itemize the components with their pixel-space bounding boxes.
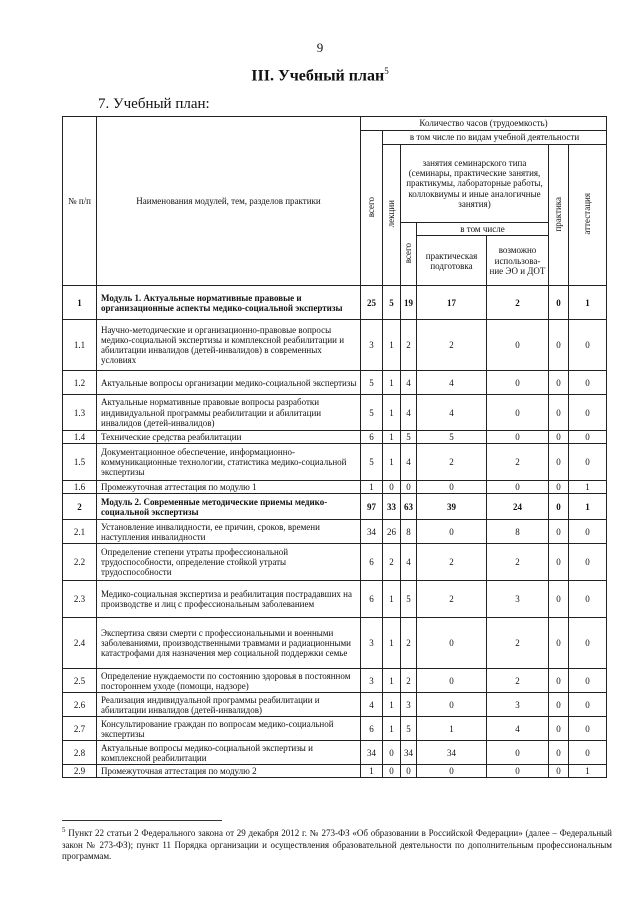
table-row — [63, 320, 607, 371]
table-row — [63, 581, 607, 618]
cell-num: 2.2 — [63, 544, 97, 581]
cell-eo: 3 — [487, 581, 549, 618]
cell-practical: 1 — [417, 717, 487, 741]
header-num: № п/п — [63, 117, 97, 286]
table-row — [63, 765, 607, 778]
cell-name: Научно-методические и организационно-правовые вопросы медико-социальной экспертизы и комплексной реабилитации и абилитации инвалидов (детей-инвалидов) в современных условиях — [97, 320, 361, 371]
cell-total: 3 — [361, 320, 383, 371]
cell-name: Установление инвалидности, ее причин, сроков, времени наступления инвалидности — [97, 520, 361, 544]
table-row — [63, 618, 607, 669]
cell-name: Технические средства реабилитации — [97, 431, 361, 444]
cell-eo: 0 — [487, 741, 549, 765]
cell-name: Актуальные вопросы медико-социальной экспертизы и комплексной реабилитации — [97, 741, 361, 765]
cell-name: Промежуточная аттестация по модулю 1 — [97, 481, 361, 494]
cell-attestation: 0 — [569, 544, 607, 581]
cell-num: 2.7 — [63, 717, 97, 741]
cell-total: 4 — [361, 693, 383, 717]
table-row — [63, 520, 607, 544]
table-row — [63, 431, 607, 444]
cell-total: 25 — [361, 286, 383, 320]
cell-num: 2.1 — [63, 520, 97, 544]
cell-practice: 0 — [549, 494, 569, 520]
cell-total: 6 — [361, 717, 383, 741]
cell-seminar-total: 0 — [401, 765, 417, 778]
cell-seminar-total: 5 — [401, 431, 417, 444]
cell-total: 5 — [361, 371, 383, 395]
cell-lectures: 1 — [383, 395, 401, 431]
cell-practice: 0 — [549, 741, 569, 765]
cell-lectures: 26 — [383, 520, 401, 544]
cell-practice: 0 — [549, 717, 569, 741]
cell-lectures: 1 — [383, 444, 401, 481]
cell-name: Актуальные нормативные правовые вопросы разработки индивидуальной программы реабилитации и абилитации инвалидов (детей-инвалидов) — [97, 395, 361, 431]
cell-seminar-total: 8 — [401, 520, 417, 544]
header-lectures-text: лекции — [386, 200, 397, 228]
header-attestation-text: аттестация — [582, 193, 593, 235]
cell-practical: 17 — [417, 286, 487, 320]
header-lectures — [383, 145, 401, 286]
table-row — [63, 481, 607, 494]
footnote-marker: 5 — [62, 826, 66, 834]
cell-lectures: 1 — [383, 581, 401, 618]
table-row — [63, 717, 607, 741]
cell-practical: 34 — [417, 741, 487, 765]
cell-seminar-total: 5 — [401, 717, 417, 741]
table-row — [63, 669, 607, 693]
cell-practice: 0 — [549, 544, 569, 581]
cell-eo: 0 — [487, 765, 549, 778]
cell-num: 2.6 — [63, 693, 97, 717]
cell-practice: 0 — [549, 581, 569, 618]
cell-num: 1.4 — [63, 431, 97, 444]
cell-practical: 4 — [417, 371, 487, 395]
table-caption: 7. Учебный план: — [98, 96, 210, 112]
cell-num: 1.5 — [63, 444, 97, 481]
header-practice-text: практика — [553, 196, 564, 232]
cell-seminar-total: 5 — [401, 581, 417, 618]
cell-attestation: 0 — [569, 741, 607, 765]
cell-practical: 39 — [417, 494, 487, 520]
cell-lectures: 2 — [383, 544, 401, 581]
cell-practical: 0 — [417, 669, 487, 693]
cell-seminar-total: 4 — [401, 395, 417, 431]
cell-name: Определение нуждаемости по состоянию здоровья в постоянном постороннем уходе (помощи, надзоре) — [97, 669, 361, 693]
header-including: в том числе — [417, 223, 549, 236]
header-by-activity: в том числе по видам учебной деятельности — [383, 131, 607, 145]
cell-name: Документационное обеспечение, информационно-коммуникационные технологии, статистика медико-социальной экспертизы — [97, 444, 361, 481]
cell-num: 2.4 — [63, 618, 97, 669]
cell-eo: 0 — [487, 431, 549, 444]
table-row — [63, 371, 607, 395]
cell-practical: 2 — [417, 320, 487, 371]
cell-seminar-total: 3 — [401, 693, 417, 717]
cell-name: Реализация индивидуальной программы реабилитации и абилитации инвалидов (детей-инвалидов) — [97, 693, 361, 717]
header-seminar-total — [401, 223, 417, 286]
cell-total: 5 — [361, 444, 383, 481]
cell-attestation: 0 — [569, 581, 607, 618]
cell-practical: 4 — [417, 395, 487, 431]
table-row — [63, 741, 607, 765]
cell-practice: 0 — [549, 371, 569, 395]
cell-total: 34 — [361, 520, 383, 544]
cell-eo: 0 — [487, 320, 549, 371]
footnote — [62, 826, 612, 863]
cell-seminar-total: 4 — [401, 544, 417, 581]
header-name: Наименования модулей, тем, разделов практики — [97, 117, 361, 286]
section-title — [0, 66, 640, 85]
table-row — [63, 544, 607, 581]
cell-eo: 2 — [487, 618, 549, 669]
cell-practice: 0 — [549, 444, 569, 481]
cell-num: 1.6 — [63, 481, 97, 494]
cell-num: 1 — [63, 286, 97, 320]
cell-num: 2 — [63, 494, 97, 520]
cell-practical: 0 — [417, 481, 487, 494]
cell-eo: 24 — [487, 494, 549, 520]
cell-total: 6 — [361, 431, 383, 444]
cell-name: Медико-социальная экспертиза и реабилитация пострадавших на производстве и лиц с профессиональным заболеванием — [97, 581, 361, 618]
table-row — [63, 693, 607, 717]
cell-total: 6 — [361, 544, 383, 581]
cell-attestation: 0 — [569, 431, 607, 444]
cell-practical: 5 — [417, 431, 487, 444]
module-row — [63, 286, 607, 320]
cell-practical: 0 — [417, 618, 487, 669]
cell-seminar-total: 2 — [401, 669, 417, 693]
cell-lectures: 1 — [383, 693, 401, 717]
page-number: 9 — [316, 40, 324, 55]
cell-total: 3 — [361, 618, 383, 669]
cell-eo: 2 — [487, 444, 549, 481]
footnote-text: Пункт 22 статьи 2 Федерального закона от 29 декабря 2012 г. № 273-ФЗ «Об образовании в Российской Федерации» (далее – Федеральный закон № 273-ФЗ); пункт 11 Порядка организации и осуществления образовательной деятельности по дополнительным профессиональным программам. — [62, 828, 612, 862]
cell-practice: 0 — [549, 765, 569, 778]
cell-seminar-total: 4 — [401, 444, 417, 481]
cell-eo: 3 — [487, 693, 549, 717]
table-row — [63, 395, 607, 431]
cell-eo: 2 — [487, 544, 549, 581]
header-practical-training: практическая подготовка — [417, 236, 487, 286]
cell-practice: 0 — [549, 693, 569, 717]
cell-practice: 0 — [549, 320, 569, 371]
header-attestation — [569, 145, 607, 286]
cell-seminar-total: 34 — [401, 741, 417, 765]
cell-practical: 2 — [417, 444, 487, 481]
cell-eo: 0 — [487, 371, 549, 395]
cell-attestation: 0 — [569, 717, 607, 741]
cell-lectures: 0 — [383, 741, 401, 765]
cell-practice: 0 — [549, 431, 569, 444]
footnote-divider — [62, 820, 222, 821]
cell-name: Экспертиза связи смерти с профессиональными и военными заболеваниями, производственными травмами и радиационными катастрофами для назначения мер социальной поддержки семье — [97, 618, 361, 669]
cell-lectures: 1 — [383, 618, 401, 669]
cell-attestation: 0 — [569, 444, 607, 481]
cell-practice: 0 — [549, 395, 569, 431]
cell-eo: 2 — [487, 669, 549, 693]
cell-attestation: 0 — [569, 669, 607, 693]
cell-name: Модуль 2. Современные методические приемы медико-социальной экспертизы — [97, 494, 361, 520]
cell-lectures: 5 — [383, 286, 401, 320]
cell-practical: 2 — [417, 581, 487, 618]
cell-lectures: 1 — [383, 431, 401, 444]
cell-num: 1.1 — [63, 320, 97, 371]
cell-practice: 0 — [549, 520, 569, 544]
cell-practical: 0 — [417, 693, 487, 717]
cell-seminar-total: 4 — [401, 371, 417, 395]
cell-name: Определение степени утраты профессиональной трудоспособности, определение стойкой утраты трудоспособности — [97, 544, 361, 581]
cell-attestation: 0 — [569, 618, 607, 669]
cell-total: 6 — [361, 581, 383, 618]
module-row — [63, 494, 607, 520]
cell-practical: 0 — [417, 520, 487, 544]
cell-num: 2.3 — [63, 581, 97, 618]
cell-eo: 4 — [487, 717, 549, 741]
header-seminar-total-text: всего — [403, 242, 414, 264]
cell-attestation: 1 — [569, 286, 607, 320]
cell-total: 5 — [361, 395, 383, 431]
cell-eo: 0 — [487, 395, 549, 431]
cell-seminar-total: 2 — [401, 618, 417, 669]
section-title-text: III. Учебный план — [251, 67, 385, 85]
cell-seminar-total: 19 — [401, 286, 417, 320]
cell-practice: 0 — [549, 481, 569, 494]
cell-attestation: 0 — [569, 320, 607, 371]
footnote-ref: 5 — [384, 66, 389, 76]
cell-total: 3 — [361, 669, 383, 693]
cell-eo: 2 — [487, 286, 549, 320]
cell-total: 1 — [361, 481, 383, 494]
cell-eo: 8 — [487, 520, 549, 544]
curriculum-table — [62, 116, 607, 778]
cell-attestation: 1 — [569, 481, 607, 494]
cell-num: 1.2 — [63, 371, 97, 395]
cell-name: Актуальные вопросы организации медико-социальной экспертизы — [97, 371, 361, 395]
cell-num: 2.9 — [63, 765, 97, 778]
cell-name: Модуль 1. Актуальные нормативные правовые и организационные аспекты медико-социальной экспертизы — [97, 286, 361, 320]
cell-lectures: 0 — [383, 765, 401, 778]
cell-lectures: 1 — [383, 717, 401, 741]
header-practice — [549, 145, 569, 286]
cell-lectures: 33 — [383, 494, 401, 520]
cell-lectures: 1 — [383, 669, 401, 693]
cell-attestation: 0 — [569, 520, 607, 544]
cell-lectures: 1 — [383, 371, 401, 395]
cell-num: 2.5 — [63, 669, 97, 693]
cell-seminar-total: 0 — [401, 481, 417, 494]
cell-seminar-total: 63 — [401, 494, 417, 520]
cell-practice: 0 — [549, 669, 569, 693]
header-hours: Количество часов (трудоемкость) — [361, 117, 607, 131]
cell-lectures: 0 — [383, 481, 401, 494]
cell-attestation: 1 — [569, 494, 607, 520]
cell-seminar-total: 2 — [401, 320, 417, 371]
cell-practice: 0 — [549, 286, 569, 320]
cell-total: 34 — [361, 741, 383, 765]
cell-num: 1.3 — [63, 395, 97, 431]
cell-attestation: 0 — [569, 371, 607, 395]
cell-num: 2.8 — [63, 741, 97, 765]
cell-name: Промежуточная аттестация по модулю 2 — [97, 765, 361, 778]
header-total-text: всего — [366, 196, 377, 218]
table-row — [63, 444, 607, 481]
cell-attestation: 0 — [569, 693, 607, 717]
cell-attestation: 0 — [569, 395, 607, 431]
header-total — [361, 131, 383, 286]
header-seminar: занятия семинарского типа (семинары, практические занятия, практикумы, лабораторные работы, коллоквиумы и иные аналогичные занятия) — [401, 145, 549, 223]
cell-name: Консультирование граждан по вопросам медико-социальной экспертизы — [97, 717, 361, 741]
cell-practical: 0 — [417, 765, 487, 778]
cell-practical: 2 — [417, 544, 487, 581]
cell-total: 97 — [361, 494, 383, 520]
cell-eo: 0 — [487, 481, 549, 494]
cell-attestation: 1 — [569, 765, 607, 778]
header-eo-dot: возможно использова-ние ЭО и ДОТ — [487, 236, 549, 286]
cell-lectures: 1 — [383, 320, 401, 371]
cell-total: 1 — [361, 765, 383, 778]
cell-practice: 0 — [549, 618, 569, 669]
